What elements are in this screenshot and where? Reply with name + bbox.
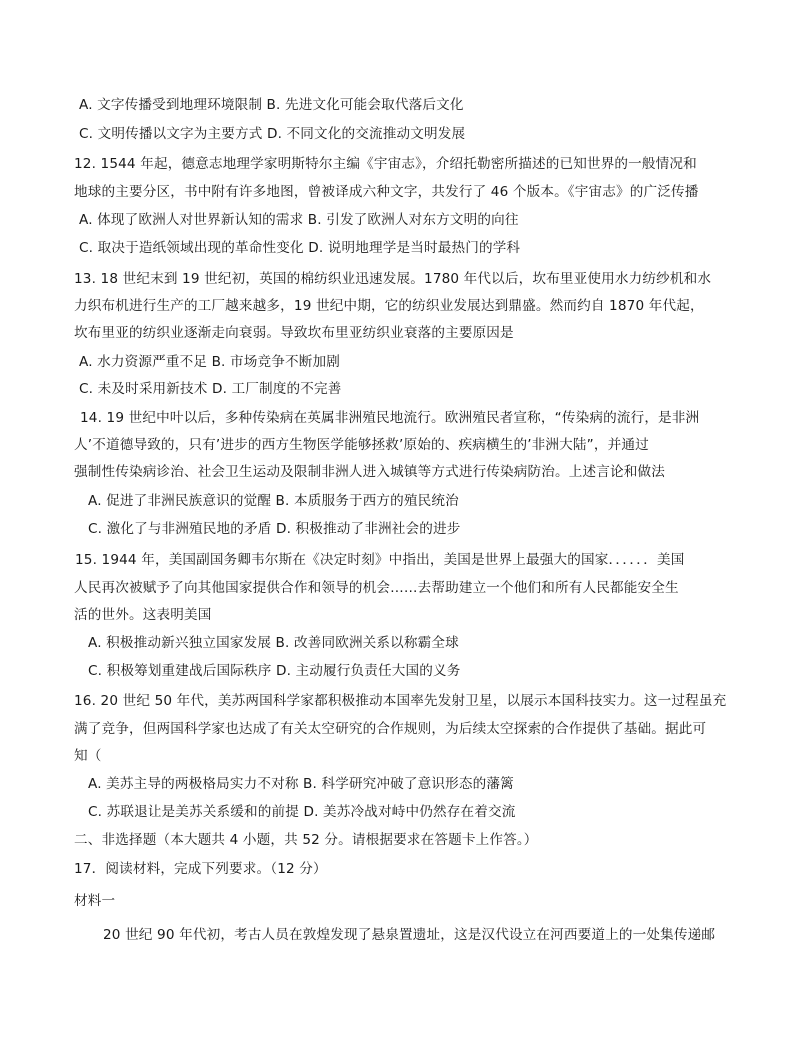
option-line: C. 苏联退让是美苏关系缓和的前提 D. 美苏冷战对峙中仍然存在着交流 (88, 804, 516, 820)
option-line: C. 未及时采用新技术 D. 工厂制度的不完善 (79, 381, 342, 397)
question-13-line-2: 力织布机进行生产的工厂越来越多，19 世纪中期，它的纺织业发展达到鼎盛。然而约自 1870 年代起， (74, 298, 704, 314)
option-line: A. 文字传播受到地理环境限制 B. 先进文化可能会取代落后文化 (79, 97, 464, 113)
question-13-line-3: 坎布里亚的纺织业逐渐走向衰弱。导致坎布里亚纺织业衰落的主要原因是 (74, 325, 514, 341)
question-15-line-1: 15. 1944 年，美国副国务卿韦尔斯在《决定时刻》中指出，美国是世界上最强大的国家．．．．．．美国 (75, 552, 685, 568)
question-14-line-1: 14. 19 世纪中叶以后，多种传染病在英属非洲殖民地流行。欧洲殖民者宣称，“传染病的流行，是非洲 (80, 410, 700, 426)
option-line: C. 文明传播以文字为主要方式 D. 不同文化的交流推动文明发展 (79, 126, 466, 142)
section-heading: 二、非选择题（本大题共 4 小题，共 52 分。请根据要求在答题卡上作答。） (74, 832, 538, 848)
question-17-heading: 17．阅读材料，完成下列要求。（12 分） (74, 861, 327, 877)
material-label: 材料一 (74, 893, 116, 909)
option-line: A. 积极推动新兴独立国家发展 B. 改善同欧洲关系以称霸全球 (88, 635, 459, 651)
option-line: A. 促进了非洲民族意识的觉醒 B. 本质服务于西方的殖民统治 (88, 493, 459, 509)
material-paragraph: 20 世纪 90 年代初，考古人员在敦煌发现了悬泉置遗址，这是汉代设立在河西要道上的一处集传递邮 (103, 927, 716, 943)
question-12-line-2: 地球的主要分区，书中附有许多地图，曾被译成六种文字，共发行了 46 个版本。《宇宙志》的广泛传播 (74, 184, 699, 200)
question-16-line-2: 满了竞争，但两国科学家也达成了有关太空研究的合作规则，为后续太空探索的合作提供了基础。据此可 (74, 721, 707, 737)
option-line: C. 激化了与非洲殖民地的矛盾 D. 积极推动了非洲社会的进步 (88, 521, 461, 537)
option-line: C. 积极筹划重建战后国际秩序 D. 主动履行负责任大国的义务 (88, 663, 461, 679)
question-15-line-2: 人民再次被赋予了向其他国家提供合作和领导的机会……去帮助建立一个他们和所有人民都能安全生 (74, 580, 679, 596)
option-line: A. 体现了欧洲人对世界新认知的需求 B. 引发了欧洲人对东方文明的向往 (79, 212, 519, 228)
question-15-line-3: 活的世外。这表明美国 (74, 607, 212, 623)
question-12-line-1: 12. 1544 年起，德意志地理学家明斯特尔主编《宇宙志》，介绍托勒密所描述的已知世界的一般情况和 (74, 156, 697, 172)
question-13-line-1: 13. 18 世纪末到 19 世纪初，英国的棉纺织业迅速发展。1780 年代以后，坎布里亚使用水力纺纱机和水 (74, 271, 712, 287)
option-line: A. 水力资源严重不足 B. 市场竞争不断加剧 (79, 354, 340, 370)
question-16-line-3: 知（ (74, 748, 102, 764)
option-line: C. 取决于造纸领域出现的革命性变化 D. 说明地理学是当时最热门的学科 (79, 240, 521, 256)
question-14-line-2: 人’不道德导致的，只有’进步的西方生物医学能够拯救’原始的、疾病横生的’非洲大陆”，并通过 (74, 437, 649, 453)
question-14-line-3: 强制性传染病诊治、社会卫生运动及限制非洲人进入城镇等方式进行传染病防治。上述言论和做法 (74, 464, 665, 480)
option-line: A. 美苏主导的两极格局实力不对称 B. 科学研究冲破了意识形态的藩篱 (88, 776, 514, 792)
question-16-line-1: 16. 20 世纪 50 年代，美苏两国科学家都积极推动本国率先发射卫星，以展示本国科技实力。这一过程虽充 (74, 693, 727, 709)
